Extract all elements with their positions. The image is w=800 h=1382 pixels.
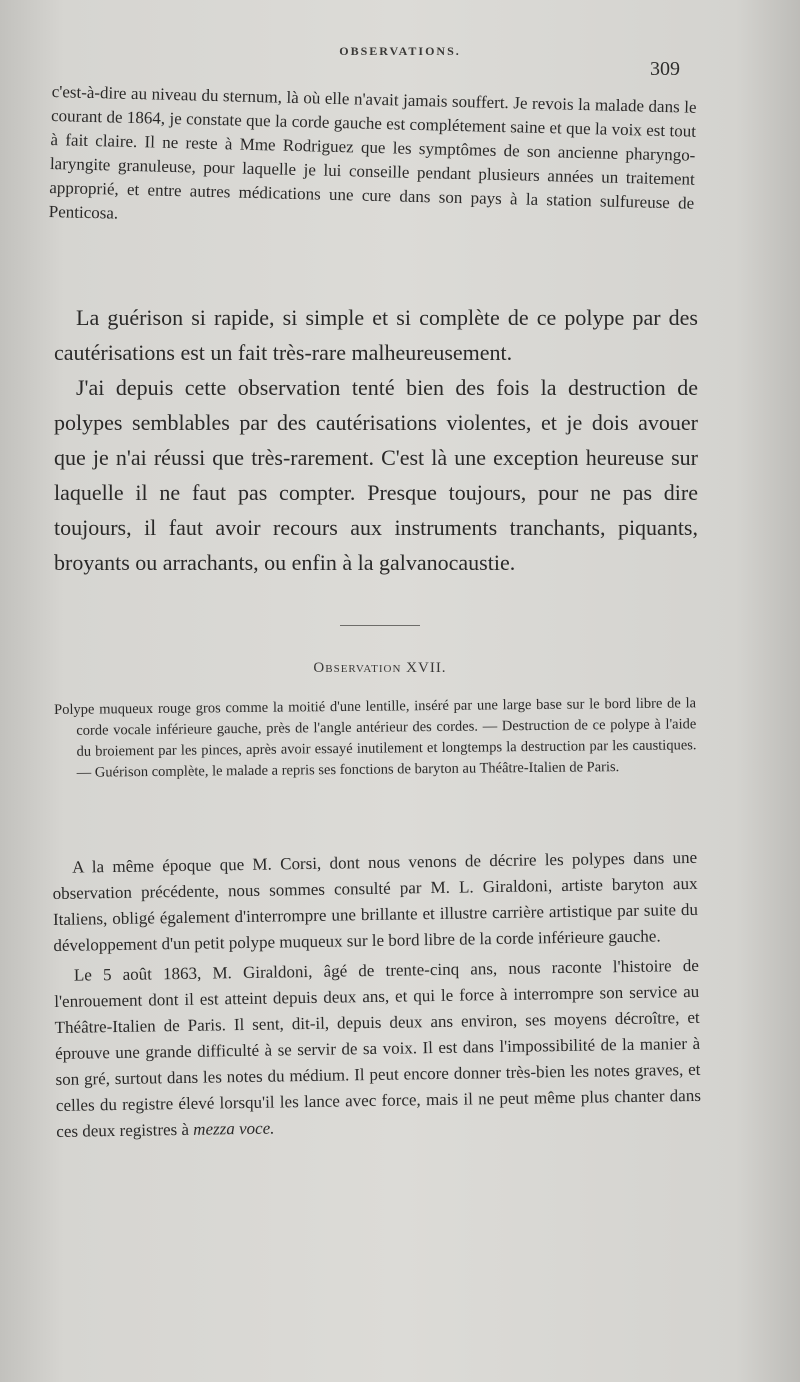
section-divider: [340, 625, 420, 626]
observation-paragraph-2-italic: mezza voce.: [193, 1118, 275, 1139]
commentary: [54, 300, 698, 580]
commentary-paragraph-1: La guérison si rapide, si simple et si complète de ce polype par des cautérisations est un fait très-rare malheureusement.: [54, 305, 698, 365]
observation-summary-text: Polype muqueux rouge gros comme la moitié d'une lentille, inséré par une large base sur le bord libre de la corde vocale inférieure gauche, près de l'angle antérieur des cordes. — Destruction de ce polype à l'aide du broiement par les pinces, après avoir essayé inutilement et longtemps la destruction par les caustiques. — Guérison complète, le malade a repris ses fonctions de baryton au Théâtre-Italien de Paris.: [54, 695, 697, 781]
observation-paragraph-2: [54, 953, 702, 1145]
commentary-paragraph-2: J'ai depuis cette observation tenté bien des fois la destruction de polypes semblables par des cautérisations violentes, et je dois avouer que je n'ai réussi que très-rarement. C'est là une exception heureuse sur laquelle il ne faut pas compter. Presque toujours, pour ne pas dire toujours, il faut avoir recours aux instruments tranchants, piquants, broyants ou arrachants, ou enfin à la galvanocaustie.: [54, 375, 698, 575]
running-head: OBSERVATIONS.: [339, 44, 461, 58]
observation-paragraph-2-text: Le 5 août 1863, M. Giraldoni, âgé de trente-cinq ans, nous raconte l'histoire de l'enrouement dont il est atteint depuis deux ans, et qui le force à interrompre son service au Théâtre-Italien de Paris. Il sent, dit-il, depuis deux ans environ, ses moyens décroître, et éprouve une grande difficulté à se servir de sa voix. Il est dans l'impossibilité de la manier à son gré, surtout dans les notes du médium. Il peut encore donner très-bien les notes graves, et celles du registre élevé lorsqu'il les lance avec force, mais il ne peut même plus chanter dans ces deux registres à: [54, 955, 702, 1141]
observation-paragraph-1: A la même époque que M. Corsi, dont nous venons de décrire les polypes dans une observation précédente, nous sommes consulté par M. L. Giraldoni, artiste baryton aux Italiens, obligé également d'interrompre une brillante et illustre carrière artistique par suite du développement d'un petit polype muqueux sur le bord libre de la corde inférieure gauche.: [52, 847, 699, 955]
page-number: 309: [650, 58, 680, 80]
observation-body: [52, 845, 701, 1145]
observation-summary: [54, 693, 697, 784]
observation-title: Observation XVII.: [313, 660, 447, 676]
observation-continuation-text: c'est-à-dire au niveau du sternum, là où elle n'avait jamais souffert. Je revois la malade dans le courant de 1864, je constate que la corde gauche est complétement saine et que la voix est tout à fait claire. Il ne reste à Mme Rodriguez que les symptômes de son ancienne pharyngo-laryngite granuleuse, pour laquelle je lui conseille pendant plusieurs années un traitement approprié, et entre autres médications une cure dans son pays à la station sulfureuse de Penticosa.: [48, 81, 697, 223]
observation-continuation: [48, 80, 696, 240]
